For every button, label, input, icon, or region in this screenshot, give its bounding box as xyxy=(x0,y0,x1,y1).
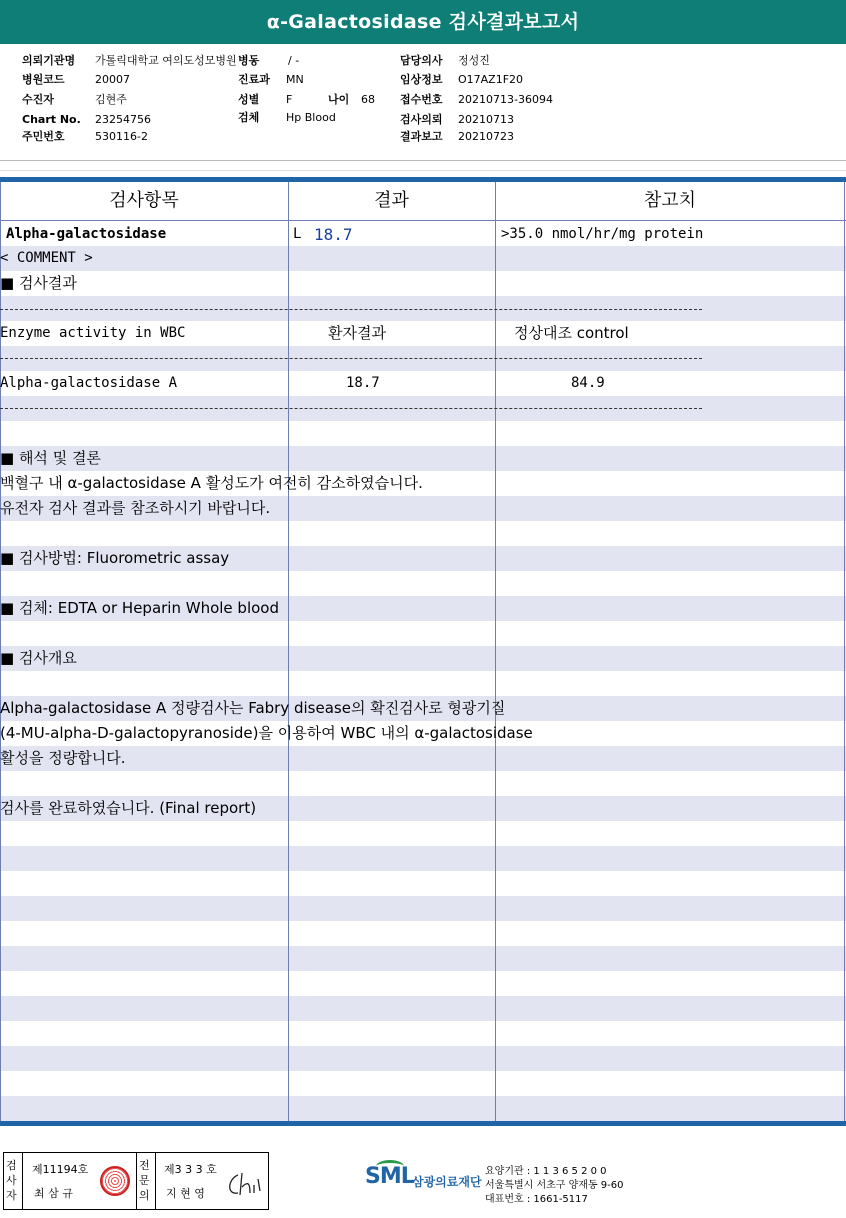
dashed-rule xyxy=(0,309,702,310)
report-title: α-Galactosidase 검사결과보고서 xyxy=(266,11,580,33)
dashed-rule xyxy=(0,408,702,409)
row-band xyxy=(0,846,846,871)
row-band xyxy=(0,946,846,971)
comment-col-control: 정상대조 control xyxy=(514,324,629,342)
header-result: 결과 xyxy=(374,190,409,211)
column-divider xyxy=(844,182,845,1121)
row-band xyxy=(0,646,846,671)
column-divider xyxy=(495,182,496,1121)
row-band xyxy=(0,996,846,1021)
overview-line-2: (4-MU-alpha-D-galactopyranoside)을 이용하여 WBC 내의 α-galactosidase xyxy=(0,724,533,742)
org-code: 요양기관 : 1 1 3 6 5 2 0 0 xyxy=(485,1166,607,1177)
signature-box xyxy=(3,1152,269,1210)
interpretation-line-2: 유전자 검사 결과를 참조하시기 바랍니다. xyxy=(0,499,271,517)
signer-role-1: 검사자 xyxy=(6,1159,17,1202)
report-value: 20210723 xyxy=(458,130,514,143)
institution-label: 의뢰기관명 xyxy=(22,54,76,67)
report-label: 결과보고 xyxy=(400,130,443,143)
request-label: 검사의뢰 xyxy=(400,113,443,126)
receiver-value: 김현주 xyxy=(95,93,127,106)
interpretation-heading: ■ 해석 및 결론 xyxy=(0,449,101,467)
header-test-item: 검사항목 xyxy=(109,190,179,211)
test-name: Alpha-galactosidase xyxy=(6,226,167,242)
sex-label: 성별 xyxy=(238,93,260,106)
comment-row-patient: 18.7 xyxy=(346,375,380,391)
overview-line-3: 활성을 정량합니다. xyxy=(0,749,126,767)
seal-stamp xyxy=(100,1166,130,1196)
row-band xyxy=(0,1096,846,1121)
org-phone: 대표번호 : 1661-5117 xyxy=(485,1194,588,1205)
sml-logo: SML xyxy=(365,1164,414,1189)
column-divider xyxy=(288,182,289,1121)
row-band xyxy=(0,246,846,271)
chart-value: 23254756 xyxy=(95,113,151,126)
final-line: 검사를 완료하였습니다. (Final report) xyxy=(0,799,257,817)
row-band xyxy=(0,446,846,471)
dept-label: 진료과 xyxy=(238,73,270,86)
comment-col-patient: 환자결과 xyxy=(328,324,386,342)
receiver-label: 수진자 xyxy=(22,93,54,106)
dept-value: MN xyxy=(286,73,304,86)
age-label: 나이 xyxy=(328,93,350,106)
row-band xyxy=(0,1046,846,1071)
result-heading: ■ 검사결과 xyxy=(0,274,77,292)
ssn-label: 주민번호 xyxy=(22,130,65,143)
sex-value: F xyxy=(286,93,293,106)
signer-role-2: 전문의 xyxy=(139,1159,150,1202)
reference-range: >35.0 nmol/hr/mg protein xyxy=(501,226,704,242)
divider xyxy=(0,170,846,171)
request-value: 20210713 xyxy=(458,113,514,126)
org-address: 서울특별시 서초구 양재동 9-60 xyxy=(485,1180,624,1191)
report-title-bar xyxy=(0,0,846,44)
dashed-rule xyxy=(0,358,702,359)
specimen-label: 검체 xyxy=(238,111,260,124)
method-line: ■ 검사방법: Fluorometric assay xyxy=(0,549,230,567)
physician-label: 담당의사 xyxy=(400,54,443,67)
hospital-code-label: 병원코드 xyxy=(22,73,65,86)
clinical-value: O17AZ1F20 xyxy=(458,73,524,86)
comment-row-name: Alpha-galactosidase A xyxy=(0,375,178,391)
interpretation-line-1: 백혈구 내 α-galactosidase A 활성도가 여전히 감소하였습니다. xyxy=(0,474,423,492)
comment-col-enzyme: Enzyme activity in WBC xyxy=(0,325,186,341)
row-band xyxy=(0,746,846,771)
signature-icon xyxy=(224,1169,264,1199)
accession-label: 접수번호 xyxy=(400,93,443,106)
ward-value: / - xyxy=(288,54,300,67)
result-flag: L xyxy=(293,226,302,242)
header-reference: 참고치 xyxy=(643,190,697,211)
comment-row-control: 84.9 xyxy=(571,375,605,391)
signer-name-2: 지 현 영 xyxy=(166,1187,205,1200)
specimen-value: Hp Blood xyxy=(286,111,336,124)
result-value: 18.7 xyxy=(314,225,353,244)
institution-value: 가톨릭대학교 여의도성모병원 xyxy=(95,54,237,67)
header-divider xyxy=(0,220,846,221)
ssn-value: 530116-2 xyxy=(95,130,148,143)
ward-label: 병동 xyxy=(238,54,260,67)
signer-name-1: 최 삼 규 xyxy=(34,1187,73,1200)
hospital-code-value: 20007 xyxy=(95,73,130,86)
license-1: 제11194호 xyxy=(32,1163,89,1176)
accession-value: 20210713-36094 xyxy=(458,93,553,106)
overview-heading: ■ 검사개요 xyxy=(0,649,77,667)
age-value: 68 xyxy=(361,93,375,106)
comment-open: < COMMENT > xyxy=(0,250,93,266)
license-2: 제3 3 3 호 xyxy=(164,1163,217,1176)
physician-value: 정성진 xyxy=(458,54,490,67)
row-band xyxy=(0,896,846,921)
divider xyxy=(0,160,846,161)
clinical-label: 임상정보 xyxy=(400,73,443,86)
chart-label: Chart No. xyxy=(22,113,81,126)
specimen-line: ■ 검체: EDTA or Heparin Whole blood xyxy=(0,599,279,617)
org-name: 삼광의료재단 xyxy=(412,1175,482,1189)
overview-line-1: Alpha-galactosidase A 정량검사는 Fabry disease의 확진검사로 형광기질 xyxy=(0,699,506,717)
